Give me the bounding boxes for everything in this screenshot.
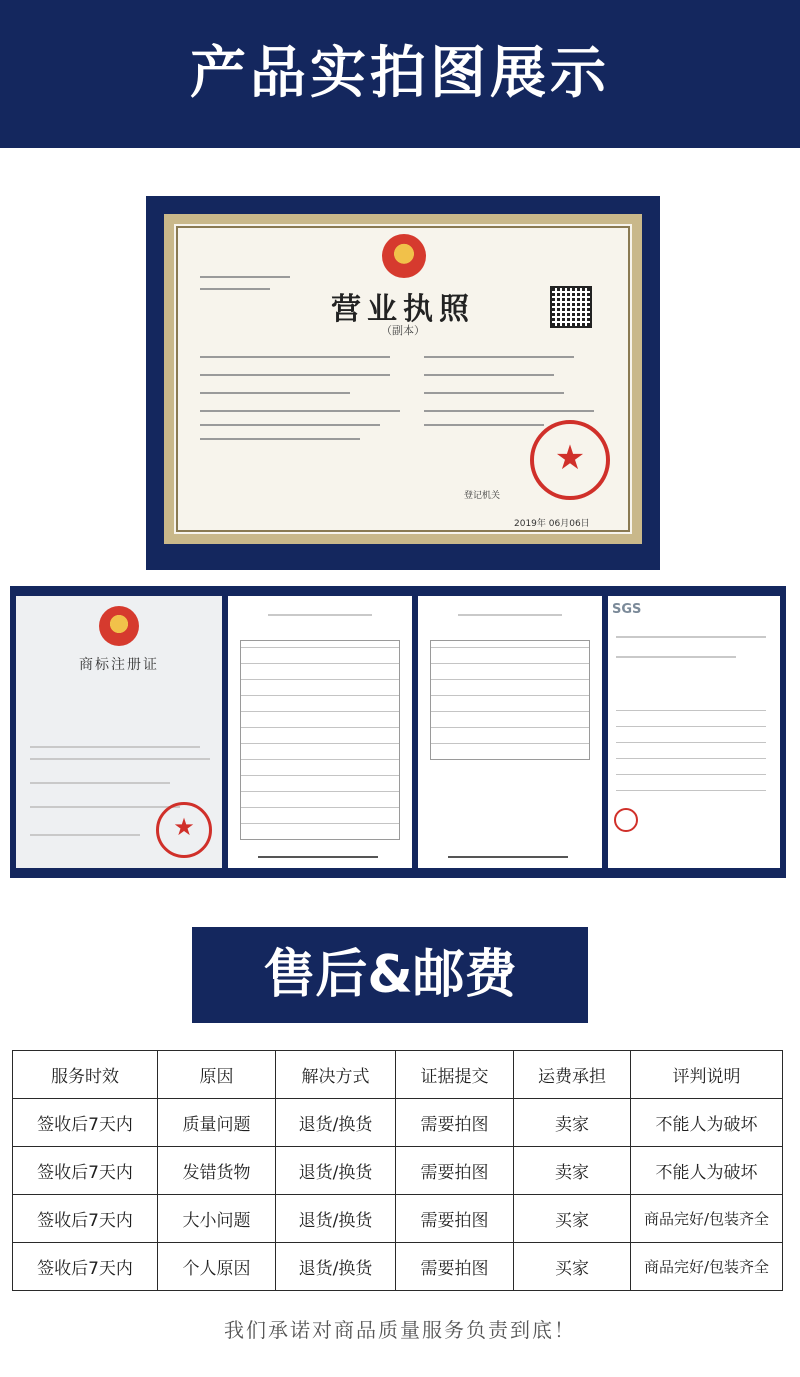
table-cell: 需要拍图 xyxy=(396,1195,514,1243)
scan-text-line xyxy=(30,758,210,760)
table-row xyxy=(13,1147,783,1195)
table-cell: 需要拍图 xyxy=(396,1243,514,1291)
sgs-logo: SGS xyxy=(612,602,642,617)
table-cell: 不能人为破坏 xyxy=(631,1099,783,1147)
table-cell: 签收后7天内 xyxy=(13,1099,158,1147)
table-cell: 发错货物 xyxy=(158,1147,276,1195)
report-table xyxy=(240,640,400,840)
table-cell: 签收后7天内 xyxy=(13,1243,158,1291)
header-cell: 评判说明 xyxy=(631,1051,783,1099)
report-table xyxy=(430,640,590,760)
table-cell: 商品完好/包装齐全 xyxy=(631,1243,783,1291)
business-license-photo xyxy=(146,196,660,570)
license-field-line xyxy=(424,374,554,376)
license-field-line xyxy=(200,392,350,394)
inspection-report-1 xyxy=(228,596,412,868)
table-row xyxy=(13,1099,783,1147)
report-signatures xyxy=(258,844,378,858)
national-emblem-icon xyxy=(99,606,139,646)
table-cell: 退货/换货 xyxy=(276,1195,396,1243)
after-sales-title: 售后&邮费 xyxy=(263,945,517,1005)
license-field-line xyxy=(424,410,594,412)
after-sales-table xyxy=(12,1050,783,1291)
business-license-document xyxy=(164,214,642,544)
trademark-seal xyxy=(156,802,212,858)
license-title: 营业执照 xyxy=(331,292,475,327)
license-field-line xyxy=(424,392,564,394)
trademark-certificate xyxy=(16,596,222,868)
table-row xyxy=(13,1195,783,1243)
table-cell: 卖家 xyxy=(514,1099,631,1147)
scan-text-line xyxy=(30,806,180,808)
table-cell: 退货/换货 xyxy=(276,1147,396,1195)
page-title: 产品实拍图展示 xyxy=(190,41,610,106)
quality-promise: 我们承诺对商品质量服务负责到底！ xyxy=(224,1318,576,1342)
table-cell: 买家 xyxy=(514,1243,631,1291)
license-date: 2019年 06月06日 xyxy=(514,519,590,529)
table-cell: 大小问题 xyxy=(158,1195,276,1243)
official-seal xyxy=(530,420,610,500)
table-cell: 需要拍图 xyxy=(396,1099,514,1147)
table-cell: 卖家 xyxy=(514,1147,631,1195)
scan-text-line xyxy=(268,614,372,616)
scan-text-line xyxy=(30,746,200,748)
sgs-stamp xyxy=(614,808,638,832)
sgs-test-report xyxy=(608,596,780,868)
header-cell: 原因 xyxy=(158,1051,276,1099)
qr-code-icon xyxy=(550,286,592,328)
national-emblem-icon xyxy=(382,234,426,278)
license-code-line xyxy=(200,276,290,278)
license-subtitle: （副本） xyxy=(381,324,425,337)
table-header-row xyxy=(13,1051,783,1099)
header-cell: 证据提交 xyxy=(396,1051,514,1099)
license-field-line xyxy=(200,374,390,376)
report-signatures xyxy=(448,844,568,858)
table-cell: 签收后7天内 xyxy=(13,1147,158,1195)
scan-text-line xyxy=(616,656,736,658)
table-cell: 商品完好/包装齐全 xyxy=(631,1195,783,1243)
license-field-line xyxy=(200,356,390,358)
scan-text-line xyxy=(458,614,562,616)
table-cell: 退货/换货 xyxy=(276,1099,396,1147)
license-field-line xyxy=(424,424,544,426)
scan-text-line xyxy=(30,782,170,784)
license-field-line xyxy=(424,356,574,358)
table-cell: 不能人为破坏 xyxy=(631,1147,783,1195)
table-cell: 个人原因 xyxy=(158,1243,276,1291)
header-cell: 运费承担 xyxy=(514,1051,631,1099)
inspection-report-2 xyxy=(418,596,602,868)
license-issuer: 登记机关 xyxy=(464,491,501,501)
license-field-line xyxy=(200,424,380,426)
header-cell: 服务时效 xyxy=(13,1051,158,1099)
header-cell: 解决方式 xyxy=(276,1051,396,1099)
table-cell: 买家 xyxy=(514,1195,631,1243)
license-field-line xyxy=(200,410,400,412)
table-cell: 退货/换货 xyxy=(276,1243,396,1291)
table-cell: 签收后7天内 xyxy=(13,1195,158,1243)
license-field-line xyxy=(200,438,360,440)
table-cell: 质量问题 xyxy=(158,1099,276,1147)
license-code-line xyxy=(200,288,270,290)
report-table xyxy=(616,696,766,806)
scan-text-line xyxy=(30,834,140,836)
certificates-strip xyxy=(10,586,786,878)
table-cell: 需要拍图 xyxy=(396,1147,514,1195)
table-row xyxy=(13,1243,783,1291)
after-sales-banner xyxy=(192,927,588,1023)
top-banner xyxy=(0,0,800,148)
trademark-title: 商标注册证 xyxy=(79,657,159,673)
scan-text-line xyxy=(616,636,766,638)
